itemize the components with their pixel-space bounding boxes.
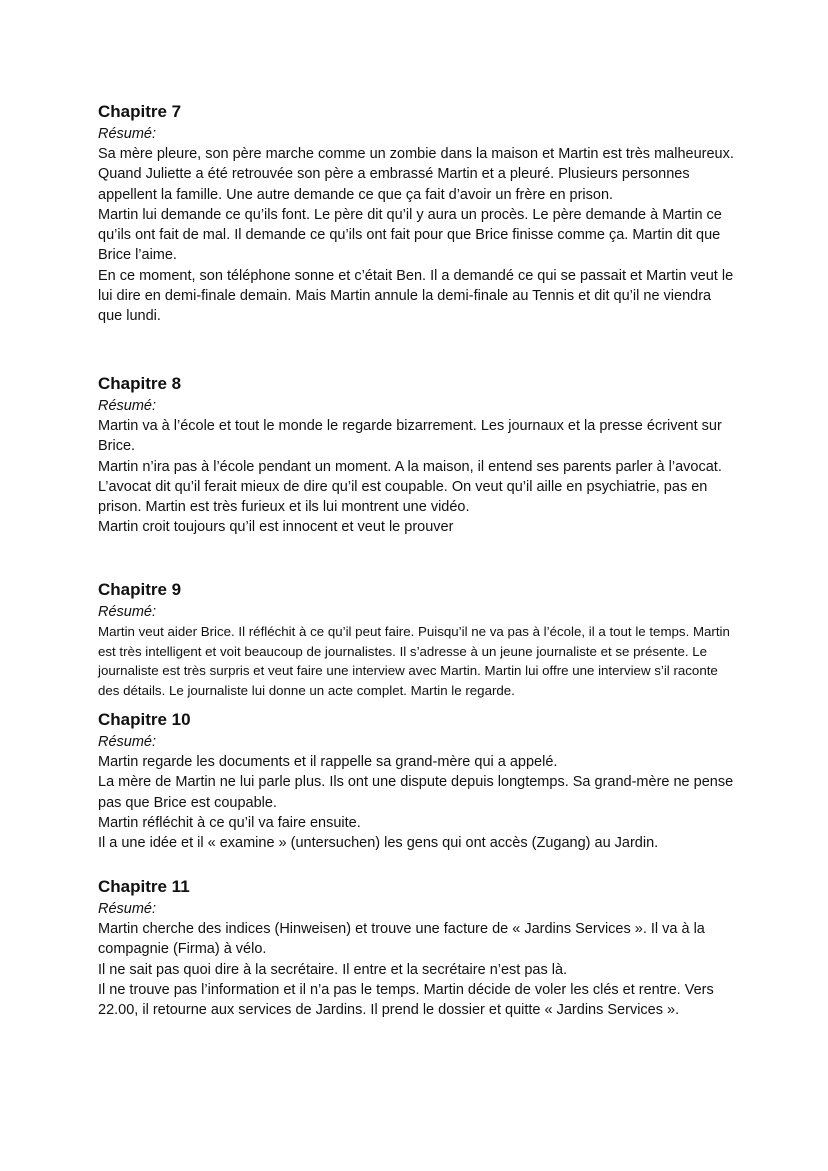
- document-page: [98, 100, 738, 1019]
- paragraph: La mère de Martin ne lui parle plus. Ils ont une dispute depuis longtemps. Sa grand-mère ne pense pas que Brice est coupable.: [98, 774, 734, 811]
- paragraph: Il a une idée et il « examine » (untersuchen) les gens qui ont accès (Zugang) au Jardin.: [98, 835, 659, 852]
- summary-label: Résumé:: [98, 901, 157, 917]
- paragraph: Martin n’ira pas à l’école pendant un moment. A la maison, il entend ses parents parler à l’avocat.: [98, 458, 722, 475]
- paragraph: L’avocat dit qu’il ferait mieux de dire qu’il est coupable. On veut qu’il aille en psychiatrie, pas en prison. Martin est très furieux et ils lui montrent une vidéo.: [98, 478, 708, 516]
- summary-label: Résumé:: [98, 126, 157, 142]
- chapter-title: Chapitre 11: [98, 877, 190, 896]
- paragraph: Martin regarde les documents et il rappelle sa grand-mère qui a appelé.: [98, 754, 558, 770]
- paragraph: Martin veut aider Brice. Il réfléchit à ce qu’il peut faire. Puisqu’il ne va pas à l’école, il a tout le temps. Martin est très intelligent et voit beaucoup de journalistes. Il s’adresse à un jeune journaliste et se présente. Le journaliste est très surpris et veut faire une interview avec Martin. Martin lui offre une interview s’il raconte des détails. Le journaliste lui donne un acte complet. Martin le regarde.: [98, 624, 730, 698]
- paragraph: Martin croit toujours qu’il est innocent et veut le prouver: [98, 519, 454, 536]
- summary-label: Résumé:: [98, 734, 157, 750]
- chapter-11: [98, 875, 738, 1020]
- paragraph: Martin va à l’école et tout le monde le regarde bizarrement. Les journaux et la presse écrivent sur Brice.: [98, 418, 722, 455]
- chapter-title: Chapitre 8: [98, 374, 182, 393]
- chapter-title: Chapitre 9: [98, 580, 182, 599]
- paragraph: Martin cherche des indices (Hinweisen) et trouve une facture de « Jardins Services ». Il va à la compagnie (Firma) à vélo.: [98, 921, 705, 958]
- paragraph: Sa mère pleure, son père marche comme un zombie dans la maison et Martin est très malheureux. Quand Juliette a été retrouvée son père a embrassé Martin et a pleuré. Plusieurs personnes appellent la famille. Une autre demande ce que ça fait d’avoir un frère en prison.: [98, 146, 734, 203]
- paragraph: Il ne trouve pas l’information et il n’a pas le temps. Martin décide de voler les clés et rentre. Vers 22.00, il retourne aux services de Jardins. Il prend le dossier et quitte « Jardins Services ».: [98, 981, 714, 1019]
- chapter-8: [98, 372, 738, 538]
- chapter-7: [98, 100, 738, 327]
- summary-label: Résumé:: [98, 604, 157, 620]
- chapter-10: [98, 708, 738, 853]
- paragraph: Il ne sait pas quoi dire à la secrétaire. Il entre et la secrétaire n’est pas là.: [98, 961, 568, 978]
- chapter-title: Chapitre 7: [98, 102, 182, 121]
- paragraph: En ce moment, son téléphone sonne et c’était Ben. Il a demandé ce qui se passait et Martin veut le lui dire en demi-finale demain. Mais Martin annule la demi-finale au Tennis et dit qu’il ne viendra que lundi.: [98, 267, 734, 325]
- chapter-9: [98, 578, 738, 700]
- chapter-title: Chapitre 10: [98, 710, 191, 729]
- paragraph: Martin lui demande ce qu’ils font. Le père dit qu’il y aura un procès. Le père demande à Martin ce qu’ils ont fait de mal. Il demande ce qu’ils ont fait pour que Brice finisse comme ça. Martin dit que Brice l’aime.: [98, 206, 722, 264]
- paragraph: Martin réfléchit à ce qu’il va faire ensuite.: [98, 814, 361, 831]
- summary-label: Résumé:: [98, 398, 157, 414]
